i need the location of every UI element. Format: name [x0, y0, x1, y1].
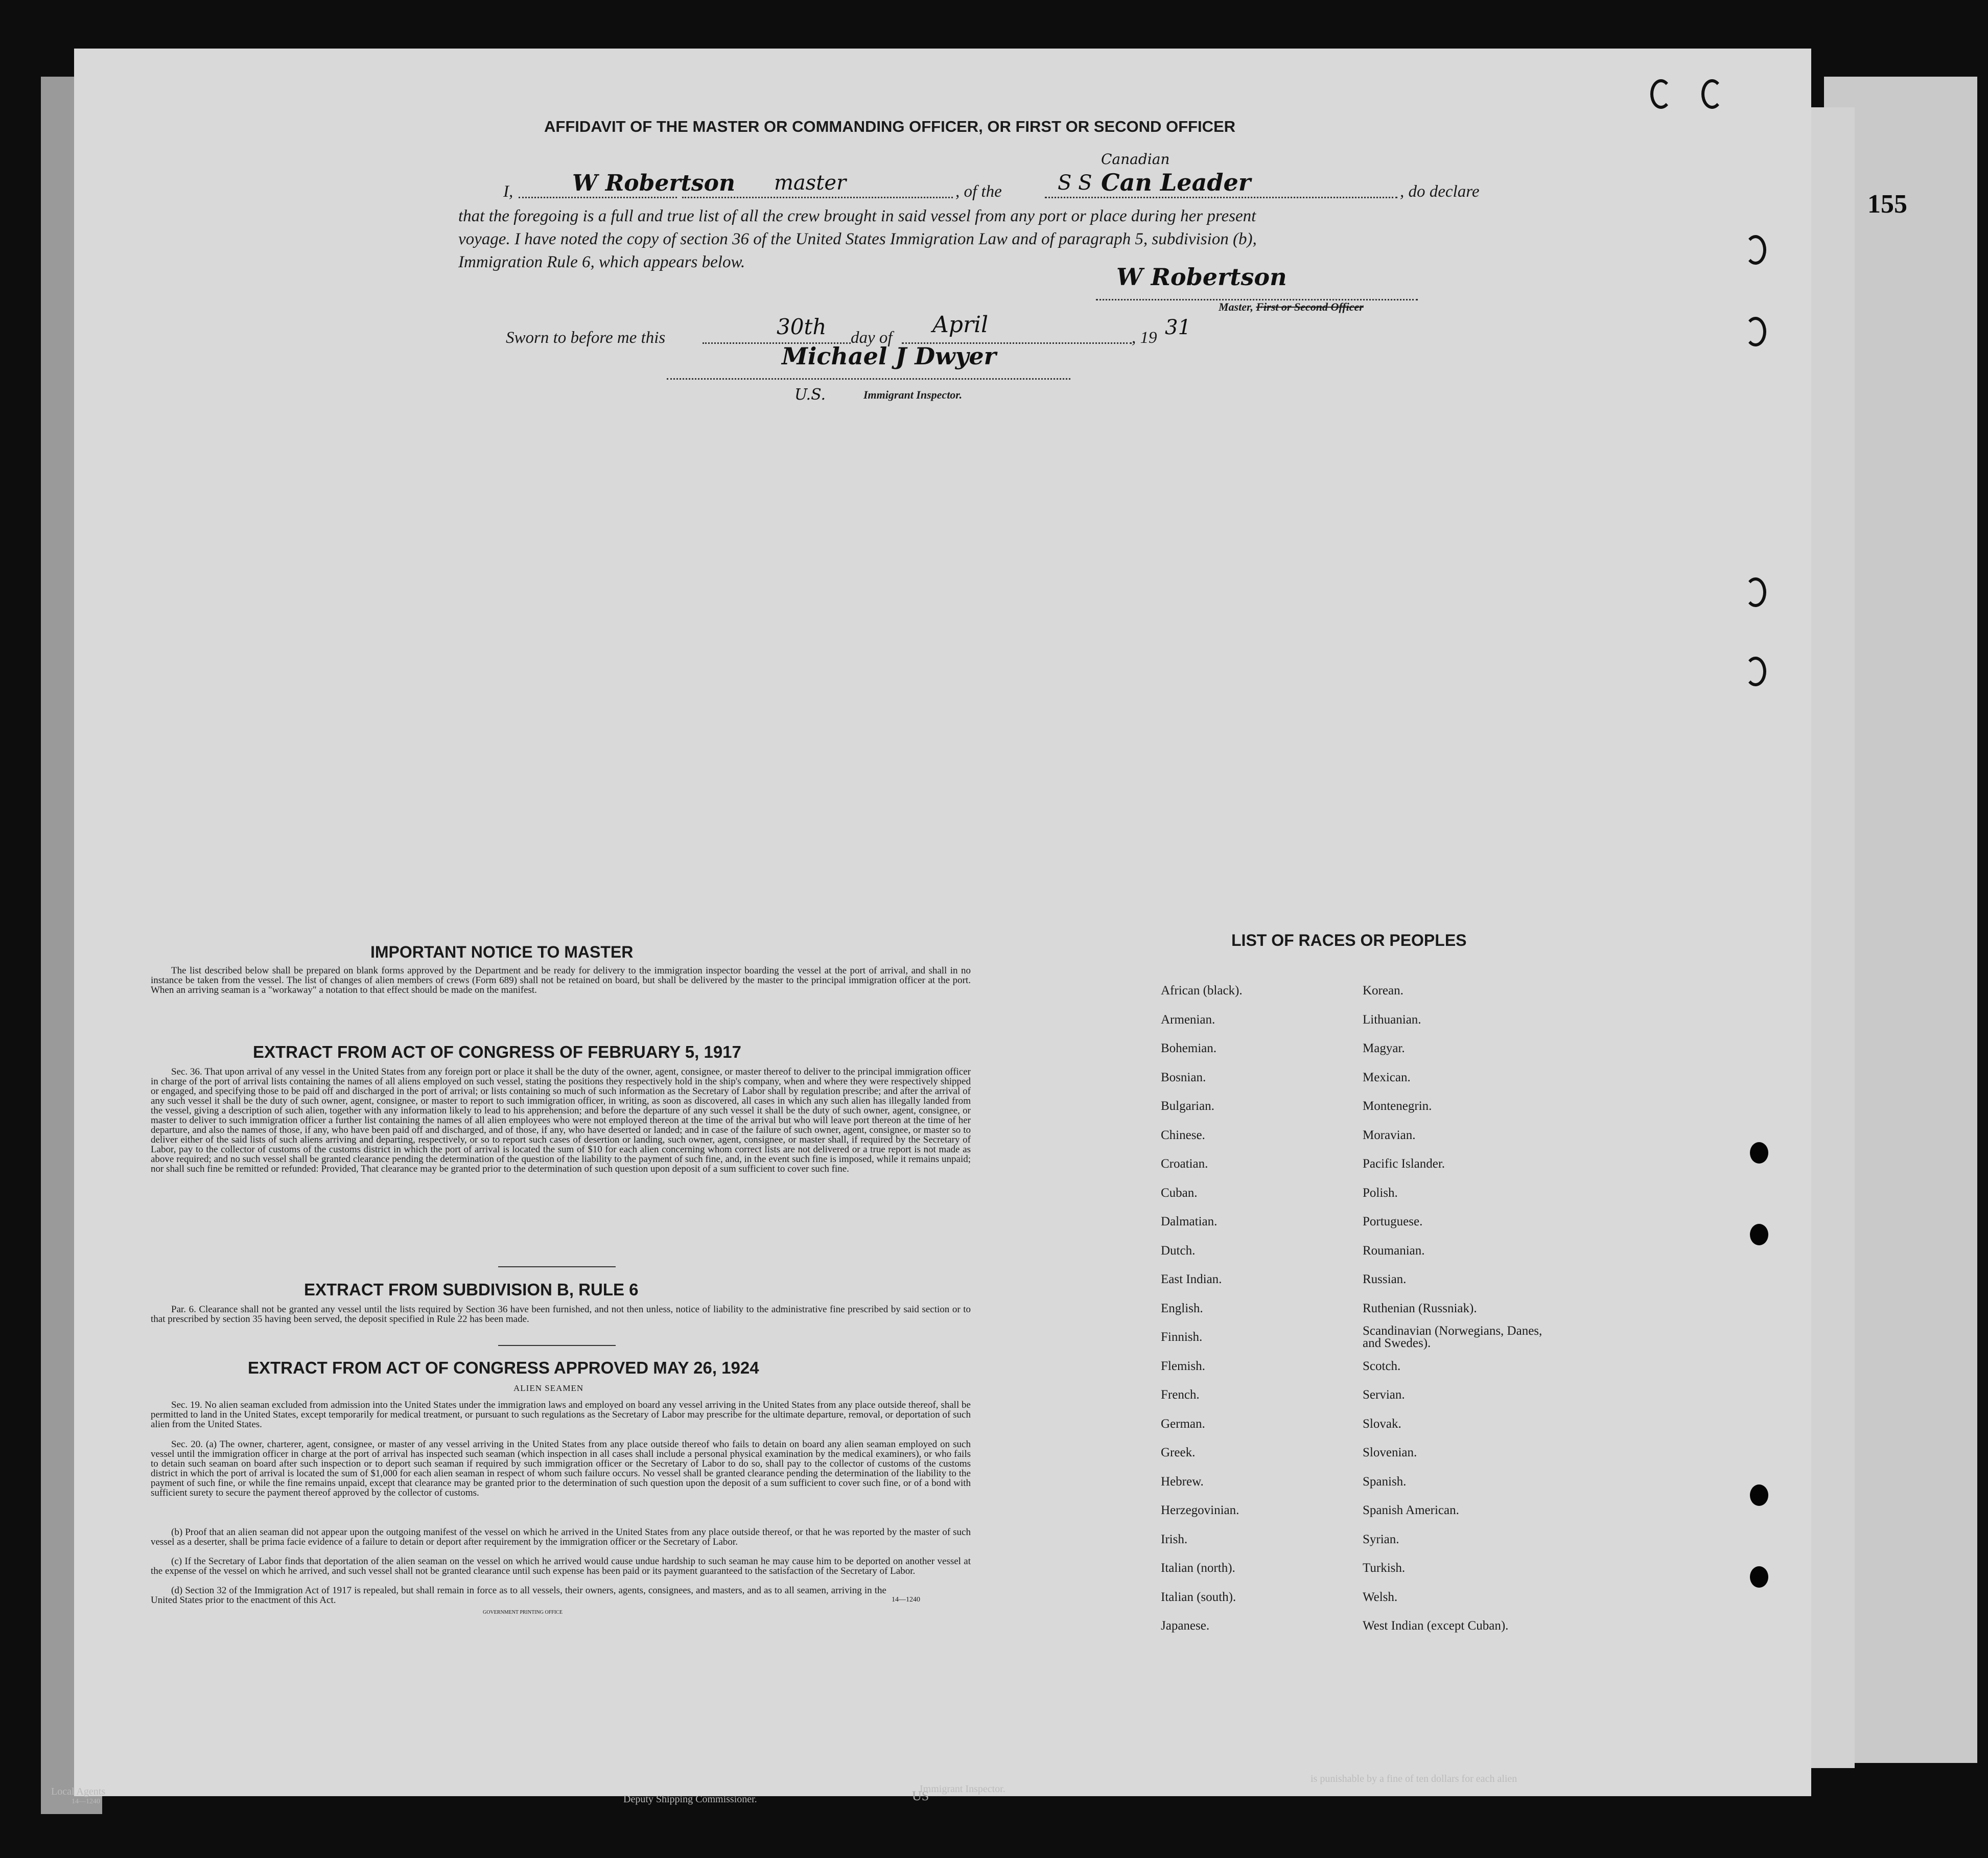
sworn-month: April [932, 312, 989, 338]
race-item: East Indian. [1161, 1272, 1222, 1286]
vessel-name: Can Leader [1101, 169, 1251, 196]
notice-text: The list described below shall be prepared on blank forms approved by the Department and be ready for delivery to the immigration inspector boarding the vessel at the port of arrival, and shall in no instance be taken from the vessel. The list of changes of alien members of crews (Form 689) shall not be retained on board, but shall be delivered by the master to the principal immigration officer at the port. When an arriving seaman is a "workaway" a notation to that effect should be made on the manifest. [151, 965, 971, 995]
subdivision-text: Par. 6. Clearance shall not be granted any vessel until the lists required by Section 36 have been furnished, and not then unless, notice of liability to the administrative fine prescribed by said section or to that prescribed by section 35 having been served, the deposit specified in Rule 22 has been made. [151, 1304, 971, 1325]
binder-hole-icon [1750, 1224, 1768, 1245]
race-item: Scotch. [1363, 1359, 1401, 1373]
notice-title: IMPORTANT NOTICE TO MASTER [370, 943, 634, 961]
race-item: West Indian (except Cuban). [1363, 1619, 1509, 1633]
race-item: Moravian. [1363, 1128, 1416, 1142]
race-item: Scandinavian (Norwegians, Danes, and Swedes). [1363, 1324, 1542, 1350]
extract-1917-text: Sec. 36. That upon arrival of any vessel in the United States from any foreign port or place it shall be the duty of the owner, agent, consignee, or master thereof to deliver to the principal immigration officer in charge of the port of arrival lists containing the names of all aliens employed on such vessel, stating the positions they respectively hold in the ship's company, when and where they were respectively shipped or engaged, and specifying those to be paid off and discharged in the port of arrival; or lists containing so much of such information as the Secretary of Labor shall by regulation prescribe; and after the arrival of any such vessel it shall be the duty of such owner, agent, consignee, or master to report to such immigration officer, in writing, as soon as discovered, all cases in which any such alien has illegally landed from the vessel, giving a description of such alien, together with any information likely to lead to his apprehension; and before the departure of any such vessel it shall be the duty of such owner, agent, consignee, or master to deliver to such immigration officer a further list containing the names of all alien employees who were not employed thereon at the time of the arrival but who will leave port thereon at the time of her departure, and also the names of those, if any, who have been paid off and discharged, and of those, if any, who have deserted or landed; and in case of the failure of such owner, agent, consignee, or master so to deliver either of the said lists of such aliens arriving and departing, respectively, or so to report such cases of desertion or landing, such owner, agent, consignee, or master shall, if required by the Secretary of Labor, pay to the collector of customs of the customs district in which the port of arrival is located the sum of $10 for each alien concerning whom correct lists are not delivered or a true report is not made as above required; and no such vessel shall be granted clearance pending the determination of the question of the liability to the payment of such fine, and, in the event such fine is imposed, while it remains unpaid; nor shall such fine be remitted or refunded: Provided, That clearance may be granted prior to the determination of such question upon deposit of a sum sufficient to cover such fine. [151, 1066, 971, 1174]
vessel-field [1045, 197, 1397, 198]
race-item: Bulgarian. [1161, 1099, 1214, 1113]
punch-hole-icon [1745, 317, 1766, 346]
race-item: Dutch. [1161, 1243, 1196, 1258]
race-item: Polish. [1363, 1186, 1398, 1200]
race-item: Flemish. [1161, 1359, 1205, 1373]
underlying-inspector: Immigrant Inspector. [920, 1783, 1005, 1795]
day-of-text: day of [851, 329, 893, 347]
race-item: Syrian. [1363, 1532, 1399, 1546]
inspector-signature: Michael J Dwyer [782, 342, 996, 370]
race-item: Welsh. [1363, 1590, 1398, 1604]
extract-1924-p4: (c) If the Secretary of Labor finds that deportation of the alien seaman on the vessel on which he arrived would cause undue hardship to such seaman he may cause him to be deported on another vessel at the expense of the vessel on which he arrived, and such vessel shall not be granted clearance until such expense has been paid or its payment guaranteed to the satisfaction of the Secretary of Labor. [151, 1556, 971, 1576]
of-the-text: , of the [955, 182, 1002, 201]
vessel-prefix: S S [1058, 171, 1092, 195]
subdivision-title: EXTRACT FROM SUBDIVISION B, RULE 6 [304, 1280, 639, 1299]
extract-1924-p3: (b) Proof that an alien seaman did not appear upon the outgoing manifest of the vessel on which he arrived in the United States from any place outside thereof, or that he was reported by the master of such vessel as a deserter, shall be prima facie evidence of a failure to detain or deport after requirement by the immigration officer or the Secretary of Labor. [151, 1527, 971, 1547]
race-item: Mexican. [1363, 1070, 1411, 1084]
race-item: Irish. [1161, 1532, 1188, 1546]
race-item: Slovenian. [1363, 1446, 1417, 1459]
extract-1924-title: EXTRACT FROM ACT OF CONGRESS APPROVED MAY 26, 1924 [248, 1358, 759, 1377]
race-item: Bohemian. [1161, 1041, 1217, 1055]
punch-hole-icon [1650, 79, 1672, 109]
manifest-page [51, 49, 1811, 1805]
race-item: Dalmatian. [1161, 1215, 1218, 1228]
race-item: Italian (north). [1161, 1561, 1235, 1575]
master-signature: W Robertson [1116, 263, 1287, 291]
year-prefix: , 19 [1132, 329, 1157, 347]
extract-1917-title: EXTRACT FROM ACT OF CONGRESS OF FEBRUARY 5, 1917 [253, 1042, 741, 1061]
race-item: Cuban. [1161, 1186, 1198, 1200]
race-item: Magyar. [1363, 1041, 1405, 1055]
affidavit-i: I, [503, 182, 513, 201]
signature-caption-master: Master, [1219, 300, 1253, 313]
race-item: Russian. [1363, 1272, 1407, 1286]
races-title: LIST OF RACES OR PEOPLES [1231, 931, 1467, 949]
extract-1924-p1: Sec. 19. No alien seaman excluded from admission into the United States under the immigration laws and employed on board any vessel arriving in the United States from any place outside thereof, shall be permitted to land in the United States, except temporarily for medical treatment, or pursuant to such regulations as the Secretary of Labor may prescribe for the ultimate departure, removal, or deportation of such alien from the United States. [151, 1400, 971, 1430]
underlying-us: US [912, 1789, 929, 1803]
race-item: Slovak. [1363, 1416, 1401, 1431]
sworn-text: Sworn to before me this [506, 329, 666, 347]
inspector-caption: Immigrant Inspector. [863, 388, 963, 401]
race-item: Italian (south). [1161, 1590, 1236, 1604]
race-item: Finnish. [1161, 1330, 1203, 1344]
form-number: 14—1240 [892, 1596, 920, 1604]
signature-caption-struck: First or Second Officer [1256, 300, 1364, 313]
divider [498, 1345, 616, 1346]
page-number: 155 [1867, 190, 1907, 219]
printer-imprint: GOVERNMENT PRINTING OFFICE [483, 1610, 563, 1615]
master-name-field [519, 197, 677, 198]
race-item: German. [1161, 1416, 1205, 1431]
binder-hole-icon [1750, 1566, 1768, 1588]
punch-hole-icon [1745, 235, 1766, 265]
binder-hole-icon [1750, 1142, 1768, 1164]
race-item: Montenegrin. [1363, 1099, 1432, 1113]
local-agents-label: Local Agents [51, 1786, 106, 1797]
master-position: master [774, 171, 847, 195]
race-item: Bosnian. [1161, 1070, 1206, 1084]
extract-1924-p5: (d) Section 32 of the Immigration Act of 1917 is repealed, but shall remain in force as to all vessels, their owners, agents, consignees, and masters, and as to all seamen, arriving in the United States prior to the enactment of this Act. [151, 1585, 886, 1606]
punishable-text: is punishable by a fine of ten dollars for each alien [1311, 1773, 1517, 1784]
affidavit-title: AFFIDAVIT OF THE MASTER OR COMMANDING OFFICER, OR FIRST OR SECOND OFFICER [544, 118, 1236, 135]
race-item: Croatian. [1161, 1157, 1208, 1171]
race-item: Greek. [1161, 1446, 1196, 1459]
punch-hole-icon [1745, 577, 1766, 607]
punch-hole-icon [1701, 79, 1723, 109]
race-item: Portuguese. [1363, 1215, 1423, 1228]
race-item: Japanese. [1161, 1619, 1210, 1633]
master-name: W Robertson [572, 170, 736, 196]
race-item: Chinese. [1161, 1128, 1205, 1142]
affidavit-line-3: voyage. I have noted the copy of section 36 of the United States Immigration Law and of paragraph 5, subdivision (b), [458, 230, 1257, 248]
signature-caption [1219, 300, 1364, 314]
race-item: Servian. [1363, 1388, 1405, 1402]
race-item: African (black). [1161, 984, 1243, 997]
binder-hole-icon [1750, 1484, 1768, 1506]
race-item: Hebrew. [1161, 1474, 1204, 1489]
inspector-prefix: U.S. [794, 386, 826, 404]
vessel-insert: Canadian [1101, 151, 1170, 168]
race-item: Ruthenian (Russniak). [1363, 1301, 1477, 1315]
race-item: Pacific Islander. [1363, 1157, 1445, 1171]
position-field [682, 197, 953, 198]
extract-1924-p2: Sec. 20. (a) The owner, charterer, agent, consignee, or master of any vessel arriving in the United States from any place outside thereof who fails to detain on board any alien seaman employed on such vessel until the immigration officer in charge at the port of arrival has inspected such seaman (which inspection in all cases shall include a personal physical examination by the medical examiners), or who fails to detain such seaman on board after such inspection or to deport such seaman if required by such immigration officer or the Secretary of Labor to do so, shall pay to the collector of customs of the customs district in which the port of arrival is located the sum of $1,000 for each alien seaman in respect of whom such failure occurs. No vessel shall be granted clearance pending the determination of the liability to the payment of such fine, or while the fine remains unpaid, except that clearance may be granted prior to the determination of such question upon the deposit of a sum sufficient to cover such fine, or of a bond with sufficient surety to secure the payment thereof approved by the collector of customs. [151, 1439, 971, 1498]
affidavit-line-4: Immigration Rule 6, which appears below. [458, 253, 745, 271]
race-item: Turkish. [1363, 1561, 1406, 1575]
divider [498, 1266, 616, 1267]
race-item: Lithuanian. [1363, 1012, 1421, 1027]
race-item: Herzegovinian. [1161, 1503, 1239, 1517]
affidavit-line-2: that the foregoing is a full and true list of all the crew brought in said vessel from any port or place during her present [458, 207, 1256, 225]
sworn-day: 30th [777, 314, 827, 339]
inspector-line [667, 378, 1070, 380]
race-item: French. [1161, 1388, 1200, 1402]
punch-hole-icon [1745, 657, 1766, 686]
race-item: Spanish American. [1363, 1503, 1459, 1517]
race-item: Roumanian. [1363, 1243, 1425, 1258]
race-item: Spanish. [1363, 1474, 1407, 1489]
race-item: English. [1161, 1301, 1203, 1315]
underlying-form-number: 14—1240 [72, 1798, 100, 1805]
sworn-year: 31 [1165, 316, 1191, 339]
extract-1924-subtitle: ALIEN SEAMEN [513, 1383, 584, 1393]
race-item: Korean. [1363, 984, 1404, 997]
do-declare-text: , do declare [1400, 182, 1480, 201]
race-item: Armenian. [1161, 1012, 1215, 1027]
deputy-commissioner-label: Deputy Shipping Commissioner. [623, 1794, 757, 1805]
